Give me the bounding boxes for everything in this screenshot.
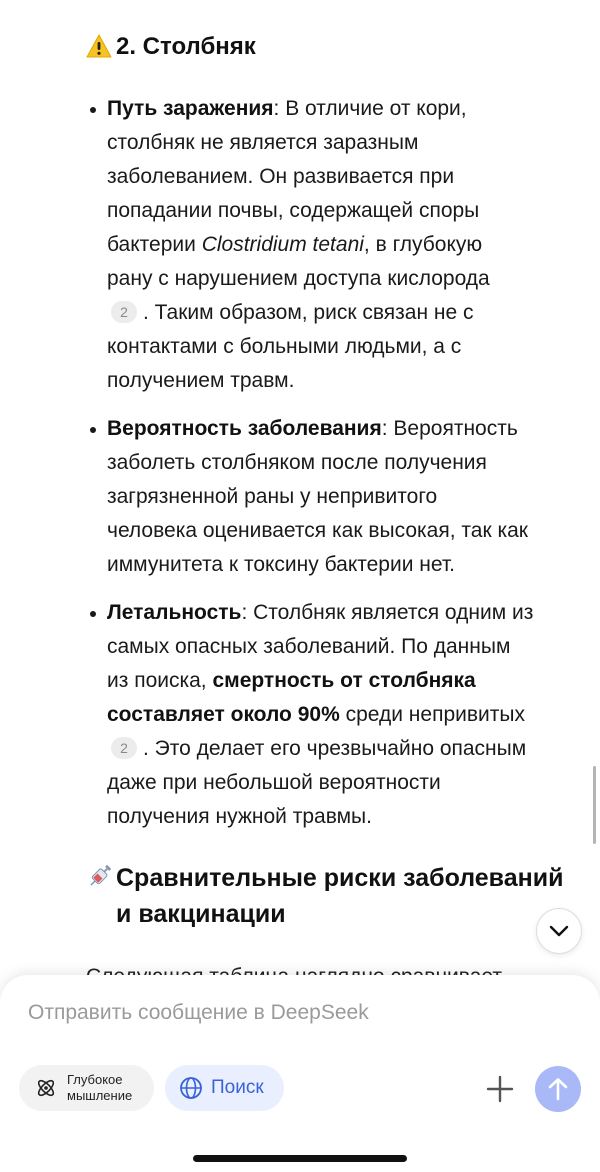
attach-button[interactable] — [482, 1071, 518, 1107]
deep-thinking-label: Глубокое мышление — [67, 1072, 133, 1103]
citation-badge[interactable]: 2 — [111, 301, 137, 323]
search-button[interactable] — [165, 1065, 284, 1111]
chevron-down-icon — [549, 925, 569, 937]
scroll-down-button[interactable] — [536, 908, 582, 954]
bullet-term: Вероятность заболевания — [107, 417, 382, 440]
home-indicator — [193, 1155, 407, 1162]
section-heading-comparison — [86, 860, 586, 932]
message-input[interactable]: Отправить сообщение в DeepSeek — [28, 1001, 369, 1024]
section-title: 2. Столбняк — [116, 33, 256, 60]
bullet-term: Путь заражения — [107, 97, 274, 120]
list-item: Летальность: Столбняк является одним из самых опасных заболеваний. По данным из поиска, смертность от столбняка составляет около 90% среди непривитых 2 . Это делает его чрезвычайно опасным даже при небольшой вероятности получения нужной травмы. — [86, 596, 576, 834]
globe-icon — [179, 1076, 203, 1100]
composer — [0, 975, 600, 1172]
deep-thinking-button[interactable] — [19, 1065, 154, 1111]
list-item: Путь заражения: В отличие от кори, столбняк не является заразным заболеванием. Он развивается при попадании почвы, содержащей споры бактерии Clostridium tetani, в глубокую рану с нарушением доступа кислорода 2 . Таким образом, риск связан не с контактами с больными людьми, а с получением травм. — [86, 92, 576, 398]
syringe-icon — [86, 860, 116, 896]
plus-icon — [486, 1075, 514, 1103]
section-heading-tetanus — [86, 30, 256, 64]
arrow-up-icon — [547, 1077, 569, 1101]
section-title: Сравнительные риски заболеваний и вакцинации — [116, 864, 564, 928]
list-item: Вероятность заболевания: Вероятность заболеть столбняком после получения загрязненной раны у непривитого человека оценивается как высокая, так как иммунитета к токсину бактерии нет. — [86, 412, 576, 582]
atom-icon — [35, 1077, 57, 1099]
scrollbar[interactable] — [593, 766, 596, 844]
search-label: Поиск — [211, 1077, 264, 1098]
send-button[interactable] — [535, 1066, 581, 1112]
bullet-term: Летальность — [107, 601, 242, 624]
warning-icon — [86, 30, 116, 64]
bullet-list — [86, 92, 576, 848]
citation-badge[interactable]: 2 — [111, 737, 137, 759]
